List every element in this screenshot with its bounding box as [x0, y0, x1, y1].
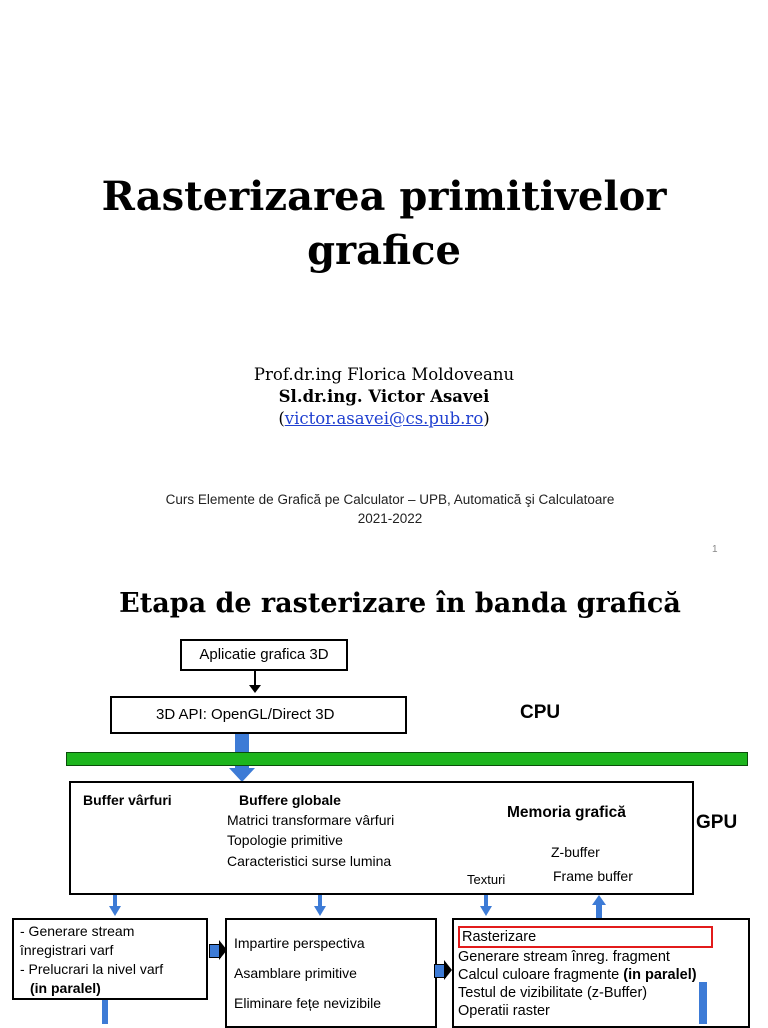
course-name: Curs Elemente de Grafică pe Calculator – UPB, Automatică şi Calculatoare: [165, 492, 615, 507]
authors-block: [0, 364, 768, 430]
author-1: Prof.dr.ing Florica Moldoveanu: [253, 365, 515, 384]
api-box: 3D API: OpenGL/Direct 3D: [110, 696, 407, 734]
box3-down-arrow-icon: [699, 982, 707, 1024]
academic-year: 2021-2022: [357, 511, 423, 526]
app-box: Aplicatie grafica 3D: [180, 639, 348, 671]
title-line-1: Rasterizarea primitivelor: [101, 173, 667, 220]
graphics-memory-label: Memoria grafică: [507, 804, 626, 821]
down-arrow-head-icon: [249, 685, 261, 693]
box1-line-1: - Generare stream: [20, 923, 135, 939]
box1-line-2: înregistrari varf: [20, 942, 114, 958]
box1-line-3: - Prelucrari la nivel varf: [20, 961, 164, 977]
arrow-head-icon: [109, 906, 121, 916]
box2-item-1: Impartire perspectiva: [234, 935, 365, 951]
gpu-label: GPU: [696, 812, 738, 833]
textures-label: Texturi: [467, 872, 506, 887]
zbuffer-label: Z-buffer: [551, 844, 600, 860]
box1-line-4: (in paralel): [30, 980, 101, 996]
box3-line-2: Generare stream înreg. fragment: [458, 949, 670, 965]
cpu-label: CPU: [520, 702, 561, 723]
author-2: Sl.dr.ing. Victor Asavei: [278, 387, 490, 406]
frame-buffer-label: Frame buffer: [553, 868, 633, 884]
primitive-assembly-box: [225, 918, 437, 1028]
email-line: [0, 408, 768, 430]
page-number: 1: [712, 544, 718, 555]
email-open-paren: (: [278, 409, 285, 428]
arrow-head-icon: [229, 768, 255, 782]
box3-line-3-text: Calcul culoare fragmente: [458, 967, 624, 983]
slide-title-heading: [0, 170, 768, 278]
global-item-1: Matrici transformare vârfuri: [227, 812, 395, 828]
slide-2-title: Etapa de rasterizare în banda grafică: [119, 588, 681, 619]
global-item-2: Topologie primitive: [227, 832, 343, 848]
cpu-gpu-bus-bar: [66, 752, 748, 766]
email-link[interactable]: victor.asavei@cs.pub.ro: [284, 409, 484, 428]
arrow-head-icon: [314, 906, 326, 916]
box2-item-2: Asamblare primitive: [234, 965, 357, 981]
course-info: [0, 490, 768, 528]
arrow-head-icon: [444, 960, 452, 980]
title-line-2: grafice: [307, 227, 461, 274]
arrow-head-icon: [480, 906, 492, 916]
arrow-shaft: [596, 904, 602, 918]
global-buffers-label: Buffere globale: [239, 792, 341, 808]
box1-down-arrow-icon: [102, 1000, 108, 1024]
vertex-buffer-label: Buffer vârfuri: [83, 792, 172, 808]
graphics-memory-box: [69, 781, 694, 895]
box3-line-5: Operatii raster: [458, 1003, 550, 1019]
box3-line-3-parallel: (in paralel): [623, 967, 697, 983]
box3-line-4: Testul de vizibilitate (z-Buffer): [458, 985, 648, 1001]
rasterization-highlight: Rasterizare: [458, 926, 713, 948]
email-close-paren: ): [483, 409, 490, 428]
box2-item-3: Eliminare fețe nevizibile: [234, 995, 382, 1011]
vertex-processing-box: [12, 918, 208, 1000]
global-item-3: Caracteristici surse lumina: [227, 853, 392, 869]
